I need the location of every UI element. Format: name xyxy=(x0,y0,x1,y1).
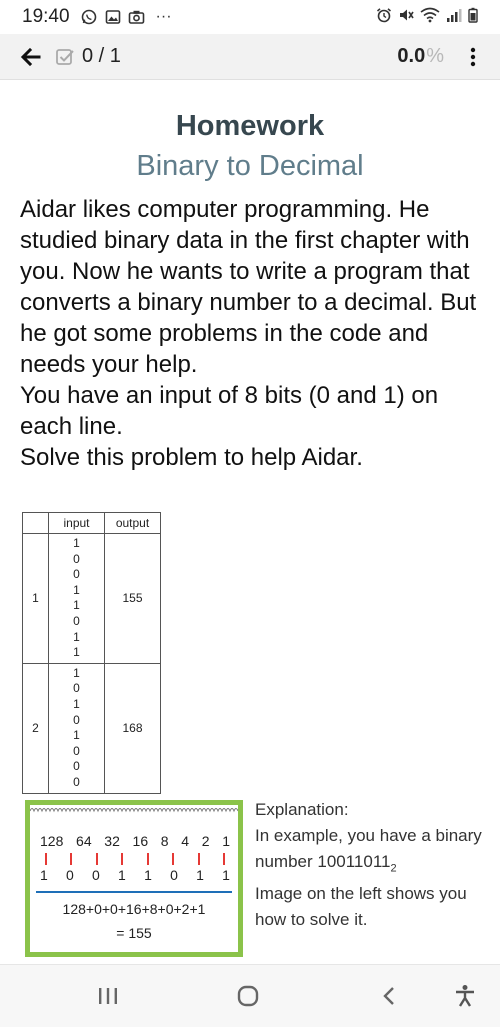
red-tick xyxy=(223,853,225,865)
sum-expression: 128+0+0+16+8+0+2+1 xyxy=(62,901,206,917)
binary-bit: 1 xyxy=(118,867,126,883)
power-value: 8 xyxy=(160,833,169,849)
explanation-text xyxy=(255,797,495,933)
power-value: 2 xyxy=(201,833,210,849)
table-row xyxy=(23,663,161,793)
power-value: 4 xyxy=(181,833,190,849)
alarm-icon xyxy=(376,7,392,27)
input-bit: 1 xyxy=(73,696,80,711)
binary-bit: 1 xyxy=(144,867,152,883)
system-nav-bar xyxy=(0,964,500,1027)
input-bit: 0 xyxy=(73,551,80,566)
problem-statement xyxy=(20,194,490,473)
explanation-image xyxy=(25,800,243,957)
back-icon xyxy=(379,985,399,1007)
column-header-input: input xyxy=(49,513,105,534)
input-bit: 0 xyxy=(73,759,80,774)
red-tick xyxy=(96,853,98,865)
page-subtitle: Binary to Decimal xyxy=(136,150,364,182)
sum-result: = 155 xyxy=(116,925,152,941)
input-bit: 0 xyxy=(73,774,80,789)
examples-table xyxy=(22,512,161,794)
whatsapp-icon xyxy=(80,9,98,25)
input-bit: 1 xyxy=(73,728,80,743)
red-tick xyxy=(172,853,174,865)
explanation-line xyxy=(255,823,495,881)
input-bit: 1 xyxy=(73,665,80,680)
table-row xyxy=(23,534,161,664)
task-checkbox-icon xyxy=(54,46,76,68)
power-value: 64 xyxy=(76,833,92,849)
battery-icon xyxy=(468,7,478,27)
row-index: 1 xyxy=(23,534,49,664)
accessibility-icon xyxy=(454,984,476,1008)
task-counter: 0 / 1 xyxy=(82,45,121,67)
explanation-heading: Explanation: xyxy=(255,800,349,819)
homework-content xyxy=(0,80,500,964)
input-bit: 0 xyxy=(73,567,80,582)
red-tick xyxy=(70,853,72,865)
input-bit: 0 xyxy=(73,613,80,628)
row-index: 2 xyxy=(23,663,49,793)
more-notifications-icon: ··· xyxy=(155,8,172,25)
row-output: 168 xyxy=(105,663,161,793)
binary-bit: 1 xyxy=(40,867,48,883)
back-arrow-icon xyxy=(19,46,41,68)
signal-icon xyxy=(446,7,462,27)
binary-bit: 0 xyxy=(66,867,74,883)
progress-percent xyxy=(397,45,444,68)
status-time: 19:40 xyxy=(22,6,70,27)
overflow-menu-button[interactable] xyxy=(458,39,488,75)
input-bit: 1 xyxy=(73,598,80,613)
red-tick-row xyxy=(40,853,230,865)
home-icon xyxy=(236,984,260,1008)
binary-base-subscript: 2 xyxy=(390,862,397,875)
input-bit: 0 xyxy=(73,743,80,758)
power-value: 128 xyxy=(40,833,64,849)
recent-apps-button[interactable] xyxy=(93,981,123,1011)
input-bit: 1 xyxy=(73,645,80,660)
accessibility-button[interactable] xyxy=(450,981,480,1011)
back-button[interactable] xyxy=(374,981,404,1011)
powers-of-two-row xyxy=(40,833,230,849)
recent-apps-icon xyxy=(97,986,119,1006)
binary-bit: 0 xyxy=(170,867,178,883)
wifi-icon xyxy=(420,7,440,27)
status-right-icons xyxy=(376,7,478,27)
page-title: Homework xyxy=(175,110,325,142)
red-tick xyxy=(45,853,47,865)
red-tick xyxy=(198,853,200,865)
power-value: 16 xyxy=(132,833,149,849)
home-button[interactable] xyxy=(233,981,263,1011)
problem-paragraph: Solve this problem to help Aidar. xyxy=(20,444,363,471)
power-value: 32 xyxy=(104,833,120,849)
back-arrow-button[interactable] xyxy=(12,39,48,75)
red-tick xyxy=(147,853,149,865)
status-bar xyxy=(0,0,500,34)
binary-bits-row xyxy=(40,867,230,883)
row-output: 155 xyxy=(105,534,161,664)
problem-paragraph: You have an input of 8 bits (0 and 1) on each line. xyxy=(20,382,439,440)
input-bit: 0 xyxy=(73,681,80,696)
progress-value: 0.0 xyxy=(397,45,426,67)
binary-bit: 1 xyxy=(222,867,230,883)
problem-paragraph: Aidar likes computer programming. He studied binary data in the first chapter with you. Now he wants to write a program that converts a binary number to a decimal. But he got some problems in the code and needs your help. xyxy=(20,196,477,378)
input-bit: 1 xyxy=(73,582,80,597)
explanation-line: Image on the left shows you how to solve it. xyxy=(255,884,467,930)
sum-divider-line xyxy=(36,891,232,893)
mute-icon xyxy=(398,7,414,27)
row-input-bits xyxy=(49,534,105,664)
column-header-index xyxy=(23,513,49,534)
gallery-icon xyxy=(104,9,122,25)
input-bit: 1 xyxy=(73,536,80,550)
red-tick xyxy=(121,853,123,865)
camera-icon xyxy=(128,9,146,25)
row-input-bits xyxy=(49,663,105,793)
input-bit: 1 xyxy=(73,629,80,644)
input-bit: 0 xyxy=(73,712,80,727)
app-bar xyxy=(0,34,500,80)
more-vertical-icon xyxy=(470,47,476,67)
table-header-row xyxy=(23,513,161,534)
progress-unit: % xyxy=(426,45,444,67)
column-header-output: output xyxy=(105,513,161,534)
binary-bit: 1 xyxy=(196,867,204,883)
notebook-spiral-decoration xyxy=(30,805,238,815)
binary-bit: 0 xyxy=(92,867,100,883)
explanation-line-text: In example, you have a binary number 10011011 xyxy=(255,826,482,871)
power-value: 1 xyxy=(222,833,230,849)
